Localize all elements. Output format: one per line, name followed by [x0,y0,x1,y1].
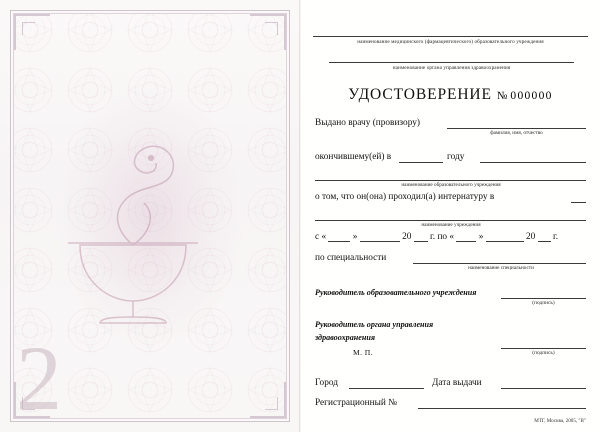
period-month-from-input[interactable] [360,231,400,242]
period-day-to-label: » [478,232,484,242]
right-page [301,0,600,432]
corner-ornament-bottom-right [250,382,286,418]
period-gyear-from-label: г. по [430,232,448,242]
number-label: № [496,90,508,102]
period-from2-label: « [449,232,455,242]
period-day-from-label: » [352,232,358,242]
institution-name-field[interactable] [313,36,588,45]
left-page-number: 2 [16,327,62,430]
period-row [315,231,558,242]
period-month-to-label: 20 [526,232,536,242]
document-title-block [301,86,600,104]
issued-to-caption: фамилия, имя, отчество [490,130,543,136]
graduated-institution-rule[interactable] [480,162,586,163]
internship-label: о том, что он(она) проходил(а) интернатуру в [315,192,495,202]
city-label: Город [315,378,338,388]
issue-date-rule[interactable] [501,388,586,389]
registration-rule[interactable] [418,408,586,409]
institution-name-rule [313,36,588,37]
period-from-label: с « [315,232,327,242]
speciality-rule[interactable] [413,263,586,264]
signature-rule-authority[interactable] [501,348,586,349]
issue-date-label: Дата выдачи [432,378,482,388]
health-authority-caption: наименование органа управления здравоохранения [392,65,511,71]
corner-ornament-top-left [14,14,50,50]
institution-name-caption: наименование медицинского (фармацевтического) образовательного учреждения [357,39,544,45]
speciality-caption: наименование специальности [468,265,534,271]
corner-ornament-top-right [250,14,286,50]
internship-caption: наименование учреждения [421,222,481,228]
period-day-from-input[interactable] [328,231,350,242]
internship-rule[interactable] [571,202,586,203]
period-month-from-label: 20 [402,232,412,242]
signature-role-authority-line1: Руководитель органа управления [315,320,434,329]
issued-to-label: Выдано врачу (провизору) [315,118,420,128]
printer-imprint: МТГ, Москва, 2005, "В" [534,418,586,424]
graduated-institution-caption: наименование образовательного учреждения [401,182,501,188]
graduated-year-rule[interactable] [399,162,443,163]
graduated-institution-rule-2[interactable] [315,180,586,181]
signature-role-authority-line2: здравоохранения [315,333,375,342]
health-authority-field[interactable] [329,62,574,71]
speciality-label: по специальности [315,253,387,263]
period-gyear-to-label: г. [552,232,559,242]
bowl-of-hygieia-emblem [38,95,228,335]
health-authority-rule [329,62,574,63]
period-year-from-input[interactable] [414,231,428,242]
city-rule[interactable] [349,388,424,389]
signature-rule-institution[interactable] [501,298,586,299]
signature-caption-institution: (подпись) [532,300,555,306]
stamp-place-label: М. П. [353,348,373,357]
graduated-year-label: году [447,152,465,162]
period-year-to-input[interactable] [538,231,551,242]
period-day-to-input[interactable] [456,231,476,242]
signature-caption-authority: (подпись) [532,350,555,356]
signature-role-institution: Руководитель образовательного учреждения [315,288,477,297]
issued-to-rule[interactable] [447,128,586,129]
graduated-label: окончившему(ей) в [315,152,392,162]
registration-label: Регистрационный № [315,398,398,408]
period-month-to-input[interactable] [486,231,524,242]
document-title: УДОСТОВЕРЕНИЕ [348,86,492,103]
internship-rule-2[interactable] [315,220,586,221]
document-number: 000000 [510,90,553,102]
